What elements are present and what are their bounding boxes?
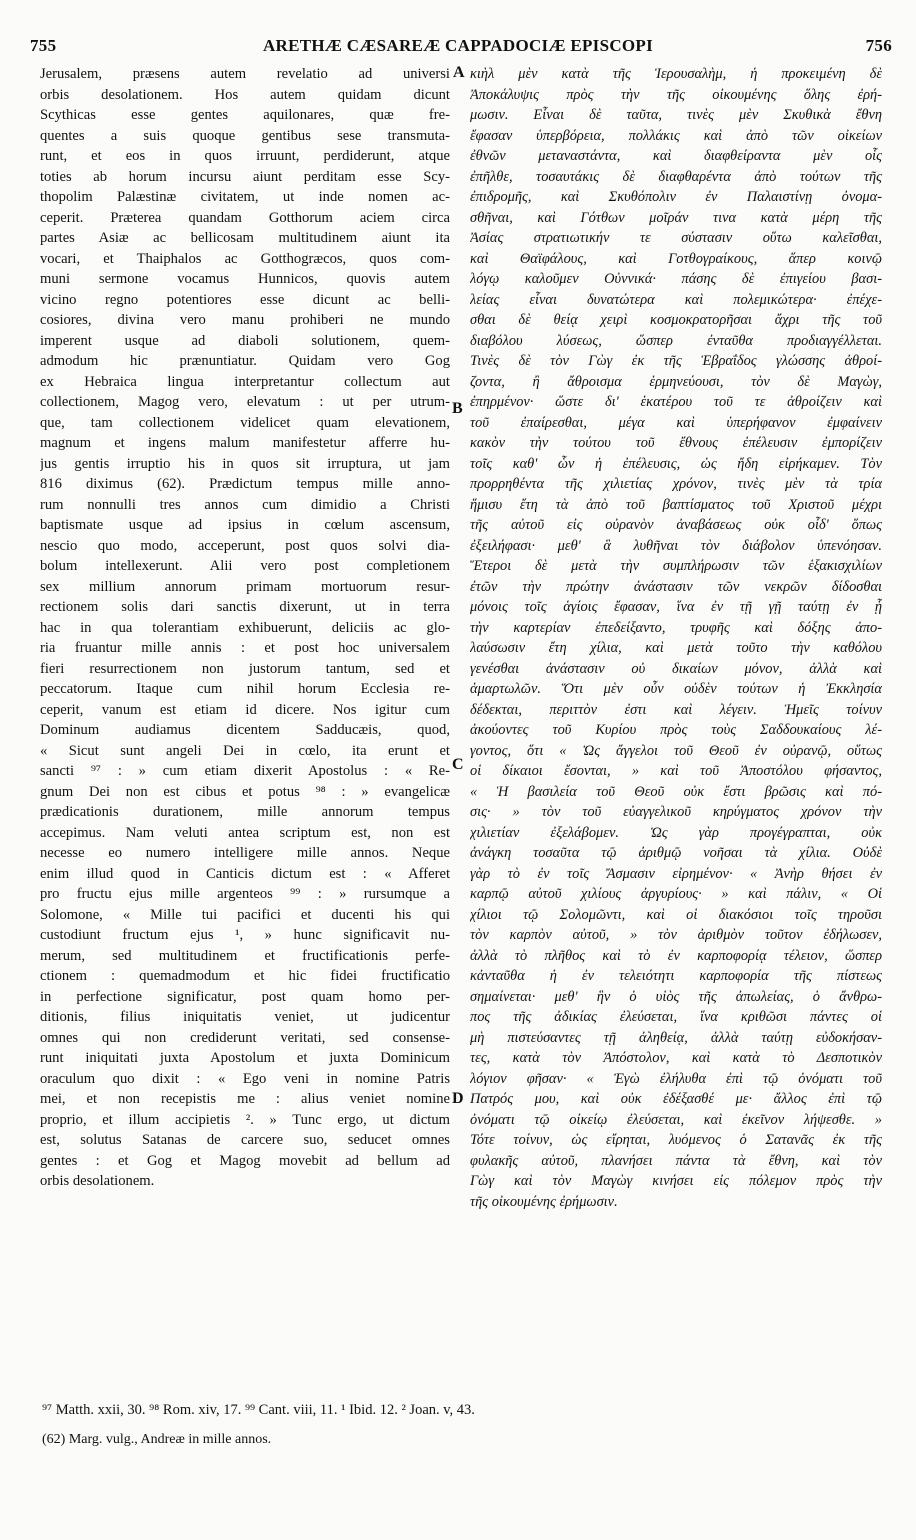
text-line: σημαίνεται· μεθ' ἣν ὁ υἱὸς τῆς ἀπωλείας, ὁ ἄνθρω- — [470, 988, 882, 1005]
text-line: orbis desolationem. Hos autem quidam dicunt — [40, 86, 450, 103]
text-line: baptismate usque ad ipsius in cœlum ascensum, — [40, 517, 450, 533]
text-line: que, tam collectionem videlicet quam elevationem, — [40, 414, 450, 431]
text-line: vicino regno potentiores esse dicunt ac belli- — [40, 291, 450, 308]
text-line: ἔφασαν ὑπερβόρεια, πολλάκις καὶ ἀπὸ τῶν οἰκείων — [470, 127, 882, 144]
text-line: ceperit. Præterea quandam Gotthorum aciem circa — [40, 209, 450, 226]
text-line: οἱ δίκαιοι ἔσονται, » καὶ τοῦ Ἀποστόλου φήσαντος, — [470, 763, 882, 779]
text-line: λόγῳ καλοῦμεν Οὐννικά· πάσης δὲ ἐπιγείου βασι- — [470, 271, 882, 287]
page-title: ARETHÆ CÆSAREÆ CAPPADOCIÆ EPISCOPI — [262, 36, 654, 55]
text-line: Ἀσίας στρατιωτικήν τε σύστασιν οὕτω καλεῖσθαι, — [470, 230, 882, 246]
latin-column — [40, 64, 450, 1192]
text-line: muni sermone vocamus Hunnicos, quovis autem — [40, 271, 450, 287]
section-marker-a: A — [453, 64, 465, 81]
text-line: χίλιοι τῷ Σολομῶντι, καὶ οἱ διακόσιοι τοῖς τηροῦσι — [470, 906, 882, 923]
text-line: collectionem, Magog vero, elevatum : ut per utrum- — [40, 394, 450, 410]
text-line: ἀλλὰ τὸ πλῆθος καὶ τὸ ἐν καρποφορίᾳ τέλειον, ὥσπερ — [470, 947, 882, 964]
text-line: partes Asiæ ac bellicosam multitudinem aiunt ita — [40, 230, 450, 246]
text-line: μόνοις τοῖς ἁγίοις ἔφασαν, ἵνα ἐν τῇ γῇ ταύτῃ ἐν ᾗ — [470, 599, 882, 615]
text-line: thopolim Palæstinæ civitatem, ut inde nomen ac- — [40, 189, 450, 205]
running-header — [24, 36, 892, 60]
text-line: peccatorum. Itaque cum nihil horum Ecclesia re- — [40, 681, 450, 697]
text-line: cosiores, divina vero manu prohiberi ne mundo — [40, 312, 450, 328]
text-line: sancti ⁹⁷ : » cum etiam dixerit Apostolus : « Re- — [40, 763, 450, 779]
text-line: Τότε τοίνυν, ὡς εἴρηται, λυόμενος ὁ Σατανᾶς ἐκ τῆς — [470, 1132, 882, 1148]
section-marker-d: D — [452, 1090, 464, 1107]
text-line: λόγιον φῆσαν· « Ἐγὼ ἐλήλυθα ἐπὶ τῷ ὀνόματι τοῦ — [470, 1070, 882, 1087]
text-line: τες, κατὰ τὸν Ἀπόστολον, καὶ κατὰ τὸ Δεσποτικὸν — [470, 1050, 882, 1066]
text-line: τὴν καρτερίαν ἐπεδείξαντο, τρυφῆς καὶ δόξης ἀπο- — [470, 619, 882, 636]
text-line: ἀνάγκη τοσαῦτα τῷ ἀριθμῷ νοῆσαι τὰ χίλια. Οὐδὲ — [470, 845, 882, 861]
text-line: φυλακῆς αὐτοῦ, πλανήσει πάντα τὰ ἔθνη, καὶ τὸν — [470, 1152, 882, 1169]
text-line: « Ἡ βασιλεία τοῦ Θεοῦ οὐκ ἔστι βρῶσις καὶ πό- — [470, 783, 882, 800]
text-line: σθῆναι, καὶ Γότθων μοῖράν τινα κατὰ μέρη τῆς — [470, 209, 882, 226]
text-line: ctionem : quemadmodum et hic fidei fructificatio — [40, 968, 450, 984]
text-line: ἀκούοντες τοῦ Κυρίου πρὸς τοὺς Σαδδουκαίους λέ- — [470, 722, 882, 738]
text-line: hac in qua tolerantiam exhibuerunt, deliciis ac glo- — [40, 619, 450, 636]
text-line: « Sicut sunt angeli Dei in cœlo, ita erunt et — [40, 742, 450, 759]
text-line: καρπῷ αὐτοῦ χιλίους ἀργυρίους· » καὶ πάλιν, « Οἱ — [470, 886, 882, 902]
text-line: λαύσωσιν ἔτη χίλια, καὶ μετὰ τοῦτο τὴν καθόλου — [470, 640, 882, 656]
text-line: pro fructu ejus mille argenteos ⁹⁹ : » rursumque a — [40, 886, 450, 902]
footnote-references: ⁹⁷ Matth. xxii, 30. ⁹⁸ Rom. xiv, 17. ⁹⁹ Cant. viii, 11. ¹ Ibid. 12. ² Joan. v, 43. — [42, 1402, 475, 1418]
text-line: ζοντα, ἢ ἄθροισμα ἑρμηνεύουσι, τὸν δὲ Μαγὼγ, — [470, 373, 882, 390]
page-number-left: 755 — [30, 36, 57, 55]
text-line: runt, et eos in quos irruunt, perdiderunt, atque — [40, 148, 450, 164]
greek-column — [470, 64, 882, 1212]
text-line: διαβόλου λύσεως, ὥσπερ ἐνταῦθα προδιαγγέλλεται. — [470, 332, 882, 349]
text-line: τῆς αὐτοῦ εἰς οὐρανὸν ἀναβάσεως οὐκ οἶδ' ὅπως — [470, 517, 882, 533]
text-line: ex Hebraica lingua interpretantur collectum aut — [40, 373, 450, 390]
text-line: oraculum quo dixit : « Ego veni in nomine Patris — [40, 1070, 450, 1087]
text-line: mei, et non recepistis me : alius veniet nomine — [40, 1091, 450, 1107]
text-line: κἀνταῦθα ἡ ἐν τελειότητι καρποφορία τῆς πίστεως — [470, 968, 882, 984]
text-line: καὶ Θαϊφάλους, καὶ Γοτθογραίκους, ἅπερ κοινῷ — [470, 250, 882, 267]
text-line: est, solutus Satanas de carcere suo, seducet omnes — [40, 1132, 450, 1148]
text-line: μὴ πιστεύσαντες τῇ ἀληθείᾳ, ἀλλὰ ταύτῃ εὐδοκήσαν- — [470, 1029, 882, 1046]
text-line: σις· » τὸν τοῦ εὐαγγελικοῦ κηρύγματος χρόνον τὴν — [470, 804, 882, 820]
text-line: prædicationis durationem, mille annorum tempus — [40, 804, 450, 820]
text-line: imperent usque ad diaboli solutionem, quem- — [40, 332, 450, 349]
text-line: Jerusalem, præsens autem revelatio ad universi — [40, 66, 450, 82]
text-line: προρρηθέντα τῆς χιλιετίας χρόνον, τινὲς μὲν τὰ τρία — [470, 476, 882, 492]
text-line: κακὸν τὴν τούτου τοῦ ἔθνους ἐπέλευσιν ἐμπορίζειν — [470, 435, 882, 451]
text-line: ἥμισυ ἔτη τὰ ἀπὸ τοῦ βαπτίσματος τοῦ Χριστοῦ μέχρι — [470, 496, 882, 513]
text-line: ria fruantur mille annis : et post hoc universalem — [40, 640, 450, 656]
text-line: proprio, et illum accipietis ². » Tunc ergo, ut dictum — [40, 1111, 450, 1128]
text-line: κιὴλ μὲν κατὰ τῆς Ἱερουσαλὴμ, ἡ προκειμένη δὲ — [470, 66, 882, 82]
text-line: quentes a suis quoque gentibus sese transmuta- — [40, 127, 450, 144]
page-number-right: 756 — [865, 36, 892, 55]
text-line: ἁμαρτωλῶν. Ὅτι μὲν οὖν οὐδὲν τούτων ἡ Ἐκκλησία — [470, 681, 882, 697]
text-line: λείας εἶναι δυνατώτερα καὶ πολεμικώτερα· ἐπέχε- — [470, 291, 882, 308]
text-line: gnum Dei non est cibus et potus ⁹⁸ : » evangelicæ — [40, 783, 450, 800]
text-line: rectionem solis dari sanctis dixerunt, ut in terra — [40, 599, 450, 615]
text-line: admodum hic prænuntiatur. Quidam vero Gog — [40, 353, 450, 369]
text-line: τὸν καρπὸν αὐτοῦ, » τὸν ἀριθμὸν τοῦτον ἐδήλωσεν, — [470, 927, 882, 943]
text-line: ἐτῶν τὴν πρώτην ἀνάστασιν τῶν νεκρῶν δίδοσθαι — [470, 578, 882, 595]
text-line: accepimus. Nam veluti antea scriptum est, non est — [40, 824, 450, 841]
section-marker-b: B — [452, 400, 463, 417]
text-line: fieri resurrectionem non justorum tantum, sed et — [40, 660, 450, 677]
text-line: ditionis, filius iniquitatis veniet, ut judicentur — [40, 1009, 450, 1025]
text-line: μωσιν. Εἶναι δὲ ταῦτα, τινὲς μὲν Σκυθικὰ ἔθνη — [470, 107, 882, 123]
text-line: γενέσθαι ἀνάστασιν οὐ δικαίων μόνον, ἀλλὰ καὶ — [470, 660, 882, 677]
text-line: toties ab horum incursu aiunt perditam esse Scy- — [40, 168, 450, 185]
text-line: γὰρ τὸ ἐν τοῖς Ἄσμασιν εἰρημένον· « Ἀνὴρ θήσει ἐν — [470, 865, 882, 882]
text-line: Scythicas esse gentes aquilonares, quæ fre- — [40, 107, 450, 123]
text-line: jus gentis irruptio his in quos sit irruptura, ut jam — [40, 455, 450, 472]
text-line: Dominum audiamus dicentem Sadducæis, quod, — [40, 722, 450, 738]
text-line: custodiunt fructum ejus ¹, » hunc significavit nu- — [40, 927, 450, 943]
text-line: ἐθνῶν μεταναστάντα, καὶ διαφθείραντα μὲν οἷς — [470, 148, 882, 164]
text-line: Τινὲς δὲ τὸν Γὼγ ἐκ τῆς Ἑβραΐδος γλώσσης ἀθροί- — [470, 353, 882, 369]
text-line: necesse eo numero intelligere mille annos. Neque — [40, 845, 450, 861]
text-line: χιλιετίαν ἐξελάβομεν. Ὡς γὰρ προγέγραπται, οὐκ — [470, 824, 882, 841]
text-line: τῆς οἰκουμένης ἐρήμωσιν. — [470, 1193, 618, 1210]
text-line: ceperit, vanum est etiam id dicere. Nos igitur cum — [40, 701, 450, 718]
text-line: Ἀποκάλυψις πρὸς τὴν τῆς οἰκουμένης ὅλης ἐρή- — [470, 86, 882, 103]
text-line: τοῖς καθ' ὧν ἡ ἐπέλευσις, ὡς ἤδη εἰρήκαμεν. Τὸν — [470, 455, 882, 472]
text-line: magnum et ingens malum manifestetur afferre hu- — [40, 435, 450, 451]
text-line: in perfectione significatur, post quam homo per- — [40, 988, 450, 1005]
text-line: Ἕτεροι δὲ μετὰ τὴν συμπλήρωσιν τῶν ἑξακισχιλίων — [470, 558, 882, 574]
text-line: vocari, et Thaiphalos ac Gotthogræcos, quos com- — [40, 250, 450, 267]
text-line: enim illud quod in Canticis dictum est : « Afferet — [40, 865, 450, 882]
text-line: nescio quo modo, acceperunt, post quos solvi dia- — [40, 537, 450, 554]
text-line: πος τῆς ἀδικίας ἐλεύσεται, ἵνα κριθῶσι πάντες οἱ — [470, 1009, 882, 1025]
text-line: Γὼγ καὶ τὸν Μαγὼγ κινήσει εἰς πόλεμον πρὸς τὴν — [470, 1173, 882, 1189]
text-line: σθαι δὲ θείᾳ χειρὶ κοσμοκρατορῆσαι ἄχρι τῆς τοῦ — [470, 312, 882, 328]
text-line: gentes : et Gog et Magog movebit ad bellum ad — [40, 1152, 450, 1169]
text-line: τοῦ ἐπαίρεσθαι, μέγα καὶ ὑπερήφανον ἐμφαίνειν — [470, 414, 882, 431]
text-line: runt iniquitati juxta Apostolum et juxta Dominicum — [40, 1050, 450, 1066]
text-line: merum, sed multitudinem et fructificationis perfe- — [40, 947, 450, 964]
text-line: rum nonnulli tres annos cum dimidio a Christi — [40, 496, 450, 513]
text-line: sex millium annorum primam mortuorum resur- — [40, 578, 450, 595]
text-line: ἐπιδρομῆς, καὶ Σκυθόπολιν ἐν Παλαιστίνῃ ὀνομα- — [470, 189, 882, 205]
text-line: γοντος, ὅτι « Ὡς ἄγγελοι τοῦ Θεοῦ ἐν οὐρανῷ, οὕτως — [470, 742, 882, 759]
section-marker-c: C — [452, 756, 464, 773]
text-line: ἐπῆλθε, τοσαυτάκις δὲ διαφθαρέντα ἀπὸ τούτων τῆς — [470, 168, 882, 185]
text-line: δέδεκται, περιττὸν ἐστι καὶ λέγειν. Ἡμεῖς τοίνυν — [470, 701, 882, 718]
text-line: bolum intellexerunt. Alii vero post completionem — [40, 558, 450, 574]
text-line: 816 diximus (62). Prædictum tempus mille anno- — [40, 476, 450, 492]
text-line: orbis desolationem. — [40, 1173, 155, 1189]
text-line: Solomone, « Mille tui pacifici et ducenti his qui — [40, 906, 450, 923]
text-line: ἐπηρμένον· ὥστε δι' ἑκατέρου τοῦ τε ἀθροίζειν καὶ — [470, 394, 882, 410]
text-line: Πατρός μου, καὶ οὐκ ἐδέξασθέ με· ἄλλος ἐπὶ τῷ — [470, 1091, 882, 1107]
text-line: ἐξειλήφασι· μεθ' ἃ λυθῆναι τὸν διάβολον ὑπενόησαν. — [470, 537, 882, 554]
text-line: omnes qui non crediderunt veritati, sed consense- — [40, 1029, 450, 1046]
editorial-note: (62) Marg. vulg., Andreæ in mille annos. — [42, 1432, 272, 1447]
text-line: ὀνόματι τῷ οἰκείῳ ἐλεύσεται, καὶ ἐκεῖνον λήψεσθε. » — [470, 1111, 882, 1128]
